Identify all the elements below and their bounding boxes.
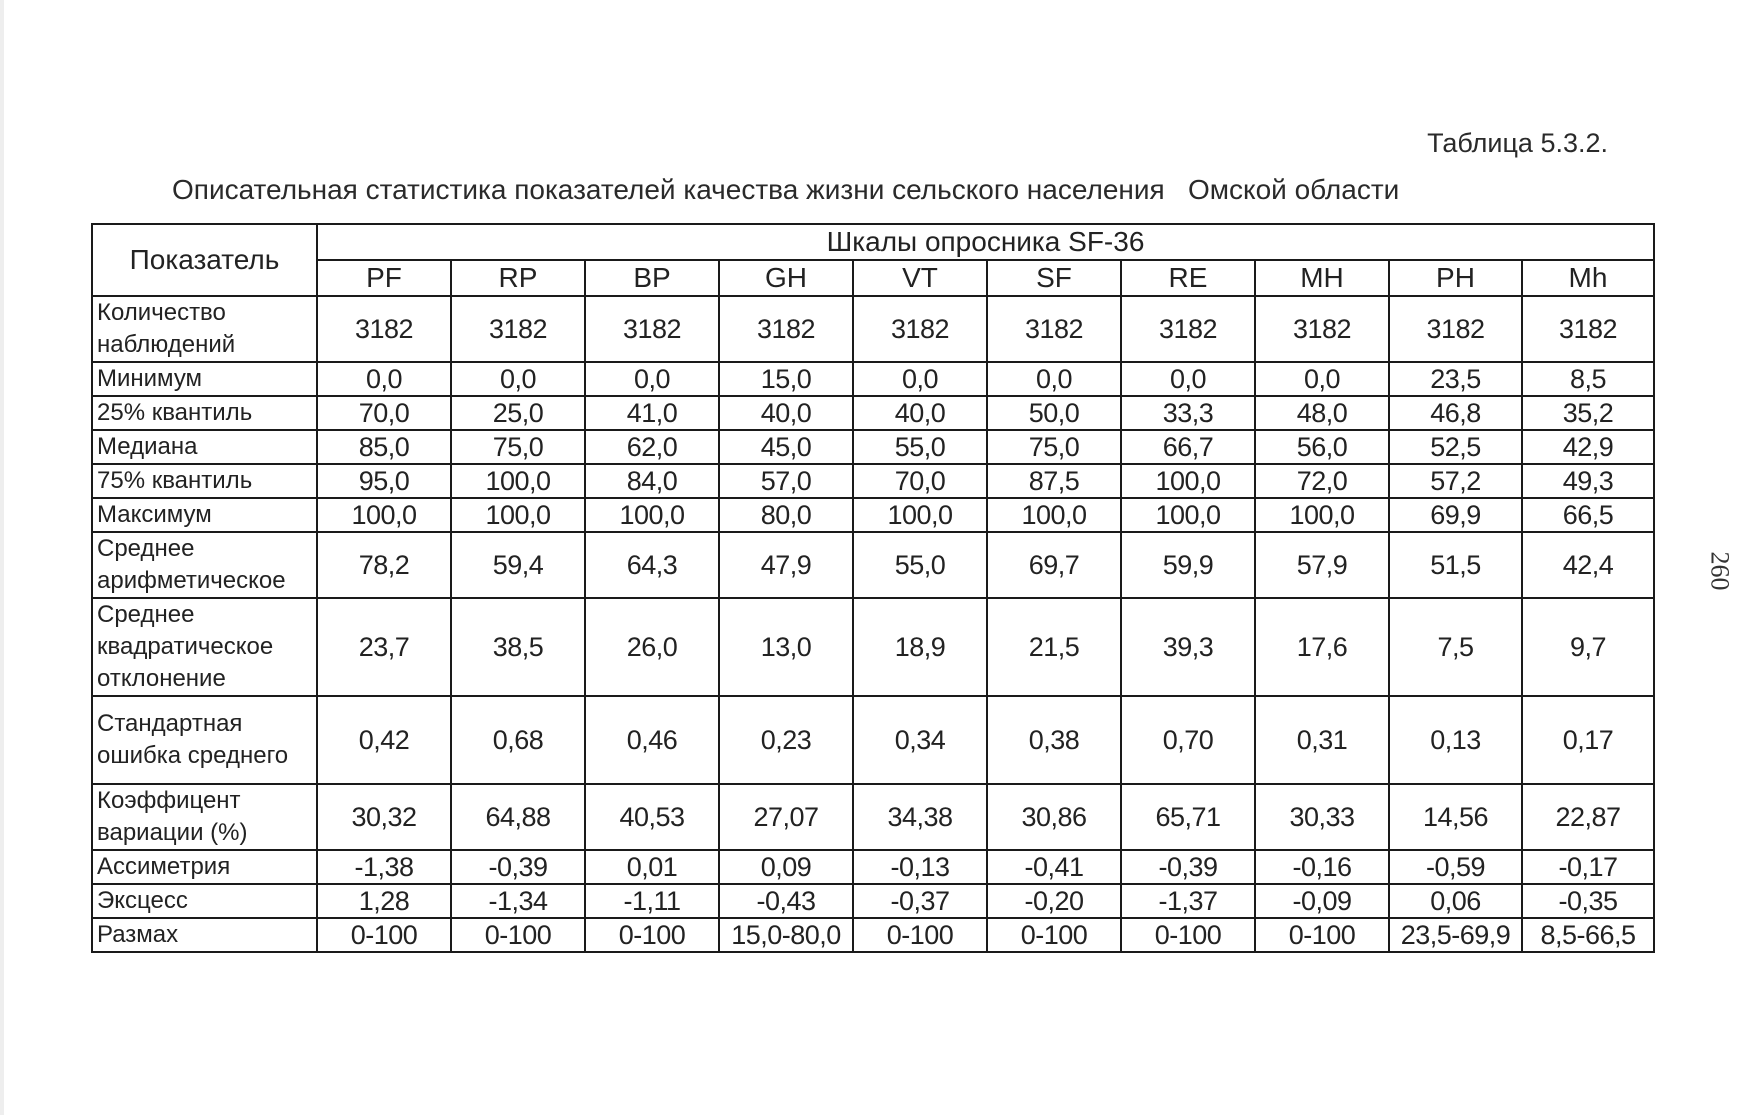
- table-cell: 42,9: [1522, 430, 1654, 464]
- table-row: [92, 884, 1654, 918]
- table-cell: 40,0: [719, 396, 853, 430]
- table-cell: 3182: [1255, 296, 1389, 362]
- table-cell: 0-100: [451, 918, 585, 952]
- table-cell: -0,39: [451, 850, 585, 884]
- table-row: [92, 850, 1654, 884]
- table-cell: 64,88: [451, 784, 585, 850]
- column-header-mh: MH: [1255, 260, 1389, 296]
- table-cell: -0,35: [1522, 884, 1654, 918]
- table-cell: 56,0: [1255, 430, 1389, 464]
- table-row: [92, 598, 1654, 696]
- table-cell: 15,0: [719, 362, 853, 396]
- table-cell: 0-100: [317, 918, 451, 952]
- scan-edge: [0, 0, 4, 1115]
- table-row: [92, 296, 1654, 362]
- table-cell: 3182: [1522, 296, 1654, 362]
- table-row: [92, 362, 1654, 396]
- header-row-group: [92, 224, 1654, 260]
- table-cell: 75,0: [451, 430, 585, 464]
- table-cell: 0-100: [853, 918, 987, 952]
- table-cell: 0-100: [585, 918, 719, 952]
- table-cell: 0,01: [585, 850, 719, 884]
- table-cell: 25,0: [451, 396, 585, 430]
- table-row: [92, 464, 1654, 498]
- table-cell: 26,0: [585, 598, 719, 696]
- column-header-sf: SF: [987, 260, 1121, 296]
- table-cell: 0,38: [987, 696, 1121, 784]
- table-cell: 0,06: [1389, 884, 1522, 918]
- table-row: [92, 784, 1654, 850]
- table-cell: -1,34: [451, 884, 585, 918]
- table-cell: 41,0: [585, 396, 719, 430]
- table-cell: 0,0: [987, 362, 1121, 396]
- table-cell: 70,0: [853, 464, 987, 498]
- table-cell: 0,17: [1522, 696, 1654, 784]
- table-cell: 0,31: [1255, 696, 1389, 784]
- table-cell: -1,11: [585, 884, 719, 918]
- table-cell: 17,6: [1255, 598, 1389, 696]
- indicator-column-header: Показатель: [92, 224, 317, 296]
- table-cell: 3182: [451, 296, 585, 362]
- table-cell: 30,32: [317, 784, 451, 850]
- table-cell: 0,0: [451, 362, 585, 396]
- table-cell: 64,3: [585, 532, 719, 598]
- table-cell: -1,38: [317, 850, 451, 884]
- table-cell: 48,0: [1255, 396, 1389, 430]
- table-title: Описательная статистика показателей качества жизни сельского населения Омской области: [172, 174, 1400, 205]
- table-row: [92, 498, 1654, 532]
- table-cell: 7,5: [1389, 598, 1522, 696]
- table-cell: -0,41: [987, 850, 1121, 884]
- table-cell: 3182: [987, 296, 1121, 362]
- table-cell: 0,68: [451, 696, 585, 784]
- table-cell: 33,3: [1121, 396, 1255, 430]
- row-label: Коэффицент вариации (%): [92, 784, 317, 850]
- table-cell: -0,20: [987, 884, 1121, 918]
- table-cell: 0-100: [1255, 918, 1389, 952]
- table-cell: 100,0: [585, 498, 719, 532]
- table-cell: 55,0: [853, 532, 987, 598]
- table-cell: 40,53: [585, 784, 719, 850]
- table-number: Таблица 5.3.2.: [1427, 128, 1608, 158]
- row-label: Стандартная ошибка среднего: [92, 696, 317, 784]
- row-label: Медиана: [92, 430, 317, 464]
- row-label: Минимум: [92, 362, 317, 396]
- page-number: 260: [1705, 551, 1735, 591]
- table-cell: 13,0: [719, 598, 853, 696]
- row-label: Максимум: [92, 498, 317, 532]
- table-cell: 69,9: [1389, 498, 1522, 532]
- column-header-mh-summary: Mh: [1522, 260, 1654, 296]
- row-label: 75% квантиль: [92, 464, 317, 498]
- table-cell: 72,0: [1255, 464, 1389, 498]
- table-cell: 30,33: [1255, 784, 1389, 850]
- table-cell: -0,17: [1522, 850, 1654, 884]
- table-cell: 80,0: [719, 498, 853, 532]
- table-cell: 0,0: [585, 362, 719, 396]
- table-cell: 84,0: [585, 464, 719, 498]
- table-cell: -0,59: [1389, 850, 1522, 884]
- table-cell: 23,5: [1389, 362, 1522, 396]
- table-cell: 30,86: [987, 784, 1121, 850]
- column-header-ph: PH: [1389, 260, 1522, 296]
- row-label: Размах: [92, 918, 317, 952]
- table-cell: -0,13: [853, 850, 987, 884]
- table-cell: 87,5: [987, 464, 1121, 498]
- column-header-vt: VT: [853, 260, 987, 296]
- table-cell: 21,5: [987, 598, 1121, 696]
- table-cell: 34,38: [853, 784, 987, 850]
- table-cell: 78,2: [317, 532, 451, 598]
- table-cell: 3182: [1389, 296, 1522, 362]
- table-cell: 55,0: [853, 430, 987, 464]
- table-cell: 3182: [1121, 296, 1255, 362]
- table-cell: -0,16: [1255, 850, 1389, 884]
- table-cell: 40,0: [853, 396, 987, 430]
- header-row-scales: [92, 260, 1654, 296]
- table-cell: -0,43: [719, 884, 853, 918]
- table-cell: 0,34: [853, 696, 987, 784]
- table-cell: 59,9: [1121, 532, 1255, 598]
- row-label: Среднее арифметическое: [92, 532, 317, 598]
- table-cell: 0,13: [1389, 696, 1522, 784]
- table-row: [92, 532, 1654, 598]
- table-cell: 47,9: [719, 532, 853, 598]
- table-cell: -0,39: [1121, 850, 1255, 884]
- table-cell: 66,7: [1121, 430, 1255, 464]
- table-cell: 100,0: [451, 464, 585, 498]
- table-cell: 3182: [585, 296, 719, 362]
- table-cell: 100,0: [317, 498, 451, 532]
- table-cell: 0,0: [1121, 362, 1255, 396]
- table-cell: 0,23: [719, 696, 853, 784]
- table-row: [92, 696, 1654, 784]
- table-cell: 75,0: [987, 430, 1121, 464]
- column-header-rp: RP: [451, 260, 585, 296]
- table-cell: 18,9: [853, 598, 987, 696]
- table-body: [92, 296, 1654, 952]
- table-cell: 3182: [719, 296, 853, 362]
- table-cell: 51,5: [1389, 532, 1522, 598]
- column-header-bp: BP: [585, 260, 719, 296]
- table-cell: 0,42: [317, 696, 451, 784]
- table-cell: 57,2: [1389, 464, 1522, 498]
- table-cell: 59,4: [451, 532, 585, 598]
- table-cell: 85,0: [317, 430, 451, 464]
- table-cell: -0,09: [1255, 884, 1389, 918]
- table-cell: 0,0: [317, 362, 451, 396]
- table-cell: 8,5-66,5: [1522, 918, 1654, 952]
- table-cell: 0,0: [1255, 362, 1389, 396]
- table-cell: 100,0: [853, 498, 987, 532]
- table-cell: 49,3: [1522, 464, 1654, 498]
- table-cell: 65,71: [1121, 784, 1255, 850]
- table-row: [92, 918, 1654, 952]
- table-cell: 0,09: [719, 850, 853, 884]
- row-label: 25% квантиль: [92, 396, 317, 430]
- table-cell: 0,70: [1121, 696, 1255, 784]
- table-cell: 100,0: [451, 498, 585, 532]
- statistics-table: [91, 223, 1655, 953]
- row-label: Ассиметрия: [92, 850, 317, 884]
- table-cell: 1,28: [317, 884, 451, 918]
- column-header-gh: GH: [719, 260, 853, 296]
- table-cell: 15,0-80,0: [719, 918, 853, 952]
- scales-group-header: Шкалы опросника SF-36: [317, 224, 1654, 260]
- table-cell: 0,0: [853, 362, 987, 396]
- table-cell: 3182: [853, 296, 987, 362]
- table-cell: 22,87: [1522, 784, 1654, 850]
- table-cell: 45,0: [719, 430, 853, 464]
- table-cell: 57,0: [719, 464, 853, 498]
- table-cell: 100,0: [987, 498, 1121, 532]
- table-cell: 100,0: [1255, 498, 1389, 532]
- table-cell: 62,0: [585, 430, 719, 464]
- table-cell: 0-100: [1121, 918, 1255, 952]
- table-cell: 23,5-69,9: [1389, 918, 1522, 952]
- table-cell: -1,37: [1121, 884, 1255, 918]
- table-cell: 9,7: [1522, 598, 1654, 696]
- table-cell: 35,2: [1522, 396, 1654, 430]
- table-cell: 0-100: [987, 918, 1121, 952]
- row-label: Среднее квадратическое отклонение: [92, 598, 317, 696]
- column-header-pf: PF: [317, 260, 451, 296]
- table-cell: -0,37: [853, 884, 987, 918]
- table-cell: 46,8: [1389, 396, 1522, 430]
- table-cell: 14,56: [1389, 784, 1522, 850]
- table-cell: 38,5: [451, 598, 585, 696]
- table-cell: 69,7: [987, 532, 1121, 598]
- table-cell: 23,7: [317, 598, 451, 696]
- row-label: Количество наблюдений: [92, 296, 317, 362]
- table-cell: 27,07: [719, 784, 853, 850]
- table-cell: 52,5: [1389, 430, 1522, 464]
- table-row: [92, 396, 1654, 430]
- table-cell: 0,46: [585, 696, 719, 784]
- table-cell: 66,5: [1522, 498, 1654, 532]
- table-cell: 100,0: [1121, 498, 1255, 532]
- column-header-re: RE: [1121, 260, 1255, 296]
- table-cell: 39,3: [1121, 598, 1255, 696]
- row-label: Эксцесс: [92, 884, 317, 918]
- table-cell: 50,0: [987, 396, 1121, 430]
- table-cell: 57,9: [1255, 532, 1389, 598]
- table-cell: 95,0: [317, 464, 451, 498]
- table-cell: 3182: [317, 296, 451, 362]
- table-cell: 70,0: [317, 396, 451, 430]
- table-row: [92, 430, 1654, 464]
- table-cell: 8,5: [1522, 362, 1654, 396]
- table-cell: 42,4: [1522, 532, 1654, 598]
- table-header: [92, 224, 1654, 296]
- table-cell: 100,0: [1121, 464, 1255, 498]
